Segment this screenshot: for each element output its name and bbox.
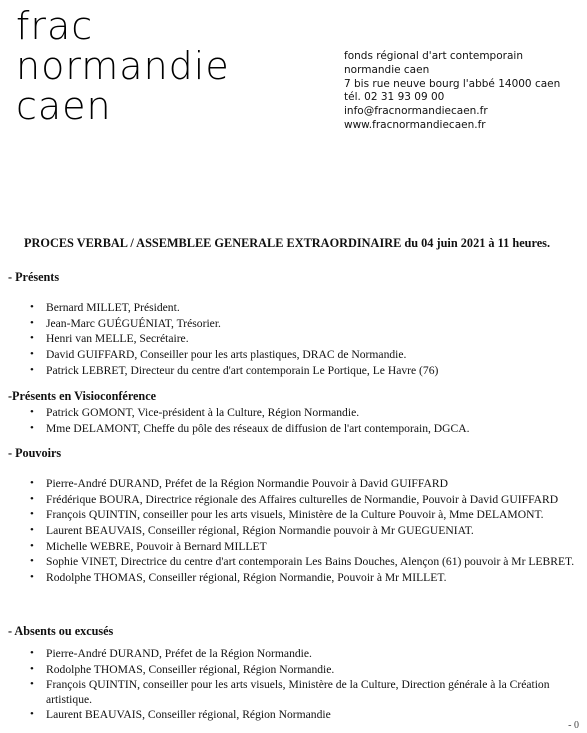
address-line-phone: tél. 02 31 93 09 00	[344, 91, 445, 104]
logo-line-normandie: normandie	[16, 44, 230, 88]
address-block	[344, 50, 560, 133]
bullet-icon: •	[30, 348, 34, 361]
section-heading-visio: -Présents en Visioconférence	[8, 389, 157, 403]
address-line-org: fonds régional d'art contemporain	[344, 50, 523, 62]
list-item: • Henri van MELLE, Secrétaire.	[30, 332, 189, 346]
document-title: PROCES VERBAL / ASSEMBLEE GENERALE EXTRAORDINAIRE du 04 juin 2021 à 11 heures.	[24, 236, 551, 250]
address-line-street: 7 bis rue neuve bourg l'abbé 14000 caen	[344, 77, 561, 90]
list-item: • Pierre-André DURAND, Préfet de la Région Normandie Pouvoir à David GUIFFARD	[30, 477, 448, 490]
bullet-icon: •	[30, 662, 34, 675]
page-corner-mark: - 0	[568, 720, 579, 731]
bullet-icon: •	[30, 421, 34, 434]
bullet-icon: •	[30, 477, 34, 489]
bullet-icon: •	[30, 708, 34, 721]
logo-line-frac: frac	[16, 4, 94, 48]
section-heading-pouvoirs: - Pouvoirs	[8, 446, 62, 460]
visio-list	[0, 405, 587, 436]
bullet-icon: •	[30, 508, 34, 521]
list-item: • Patrick LEBRET, Directeur du centre d'art contemporain Le Portique, Le Havre (76)	[30, 363, 439, 377]
absents-list	[0, 646, 587, 723]
bullet-icon: •	[30, 301, 34, 313]
bullet-icon: •	[30, 363, 34, 376]
logo-line-caen: caen	[16, 84, 112, 128]
bullet-icon: •	[30, 316, 34, 329]
bullet-icon: •	[30, 332, 34, 345]
presents-list	[0, 300, 587, 378]
bullet-icon: •	[30, 571, 34, 584]
list-item: • François QUINTIN, conseiller pour les arts visuels, Ministère de la Culture, Direction générale à la Création artistique.	[30, 678, 550, 707]
list-item: • David GUIFFARD, Conseiller pour les arts plastiques, DRAC de Normandie.	[30, 348, 407, 362]
bullet-icon: •	[30, 492, 34, 505]
list-item: • Laurent BEAUVAIS, Conseiller régional, Région Normandie	[30, 708, 331, 722]
bullet-icon: •	[30, 647, 34, 659]
list-item: • Laurent BEAUVAIS, Conseiller régional, Région Normandie pouvoir à Mr GUEGUENIAT.	[30, 524, 474, 538]
section-heading-absents: - Absents ou excusés	[8, 624, 114, 638]
bullet-icon: •	[30, 406, 34, 418]
bullet-icon: •	[30, 539, 34, 552]
frac-logo	[16, 6, 230, 126]
list-item: • Bernard MILLET, Président.	[30, 301, 180, 314]
address-line-website: www.fracnormandiecaen.fr	[344, 118, 486, 131]
list-item: • Sophie VINET, Directrice du centre d'art contemporain Les Bains Douches, Alençon (61) pouvoir à Mr LEBRET.	[30, 555, 575, 569]
list-item: • Frédérique BOURA, Directrice régionale des Affaires culturelles de Normandie, Pouvoir à David GUIFFARD	[30, 492, 559, 506]
pouvoirs-list	[0, 476, 587, 586]
list-item: • Rodolphe THOMAS, Conseiller régional, Région Normandie.	[30, 662, 335, 676]
list-item: • Patrick GOMONT, Vice-président à la Culture, Région Normandie.	[30, 406, 360, 419]
section-heading-presents: - Présents	[8, 270, 60, 284]
list-item: • Jean-Marc GUÉGUÉNIAT, Trésorier.	[30, 316, 221, 330]
list-item: • Mme DELAMONT, Cheffe du pôle des réseaux de diffusion de l'art contemporain, DGCA.	[30, 421, 470, 435]
address-line-region: normandie caen	[344, 63, 430, 76]
list-item: • François QUINTIN, conseiller pour les arts visuels, Ministère de la Culture Pouvoir à, Mme DELAMONT.	[30, 508, 544, 522]
list-item: • Rodolphe THOMAS, Conseiller régional, Région Normandie, Pouvoir à Mr MILLET.	[30, 571, 447, 585]
bullet-icon: •	[30, 555, 34, 568]
list-item: • Michelle WEBRE, Pouvoir à Bernard MILLET	[30, 539, 267, 553]
bullet-icon: •	[30, 678, 34, 691]
address-line-email: info@fracnormandiecaen.fr	[344, 105, 488, 118]
list-item: • Pierre-André DURAND, Préfet de la Région Normandie.	[30, 647, 312, 660]
bullet-icon: •	[30, 524, 34, 537]
